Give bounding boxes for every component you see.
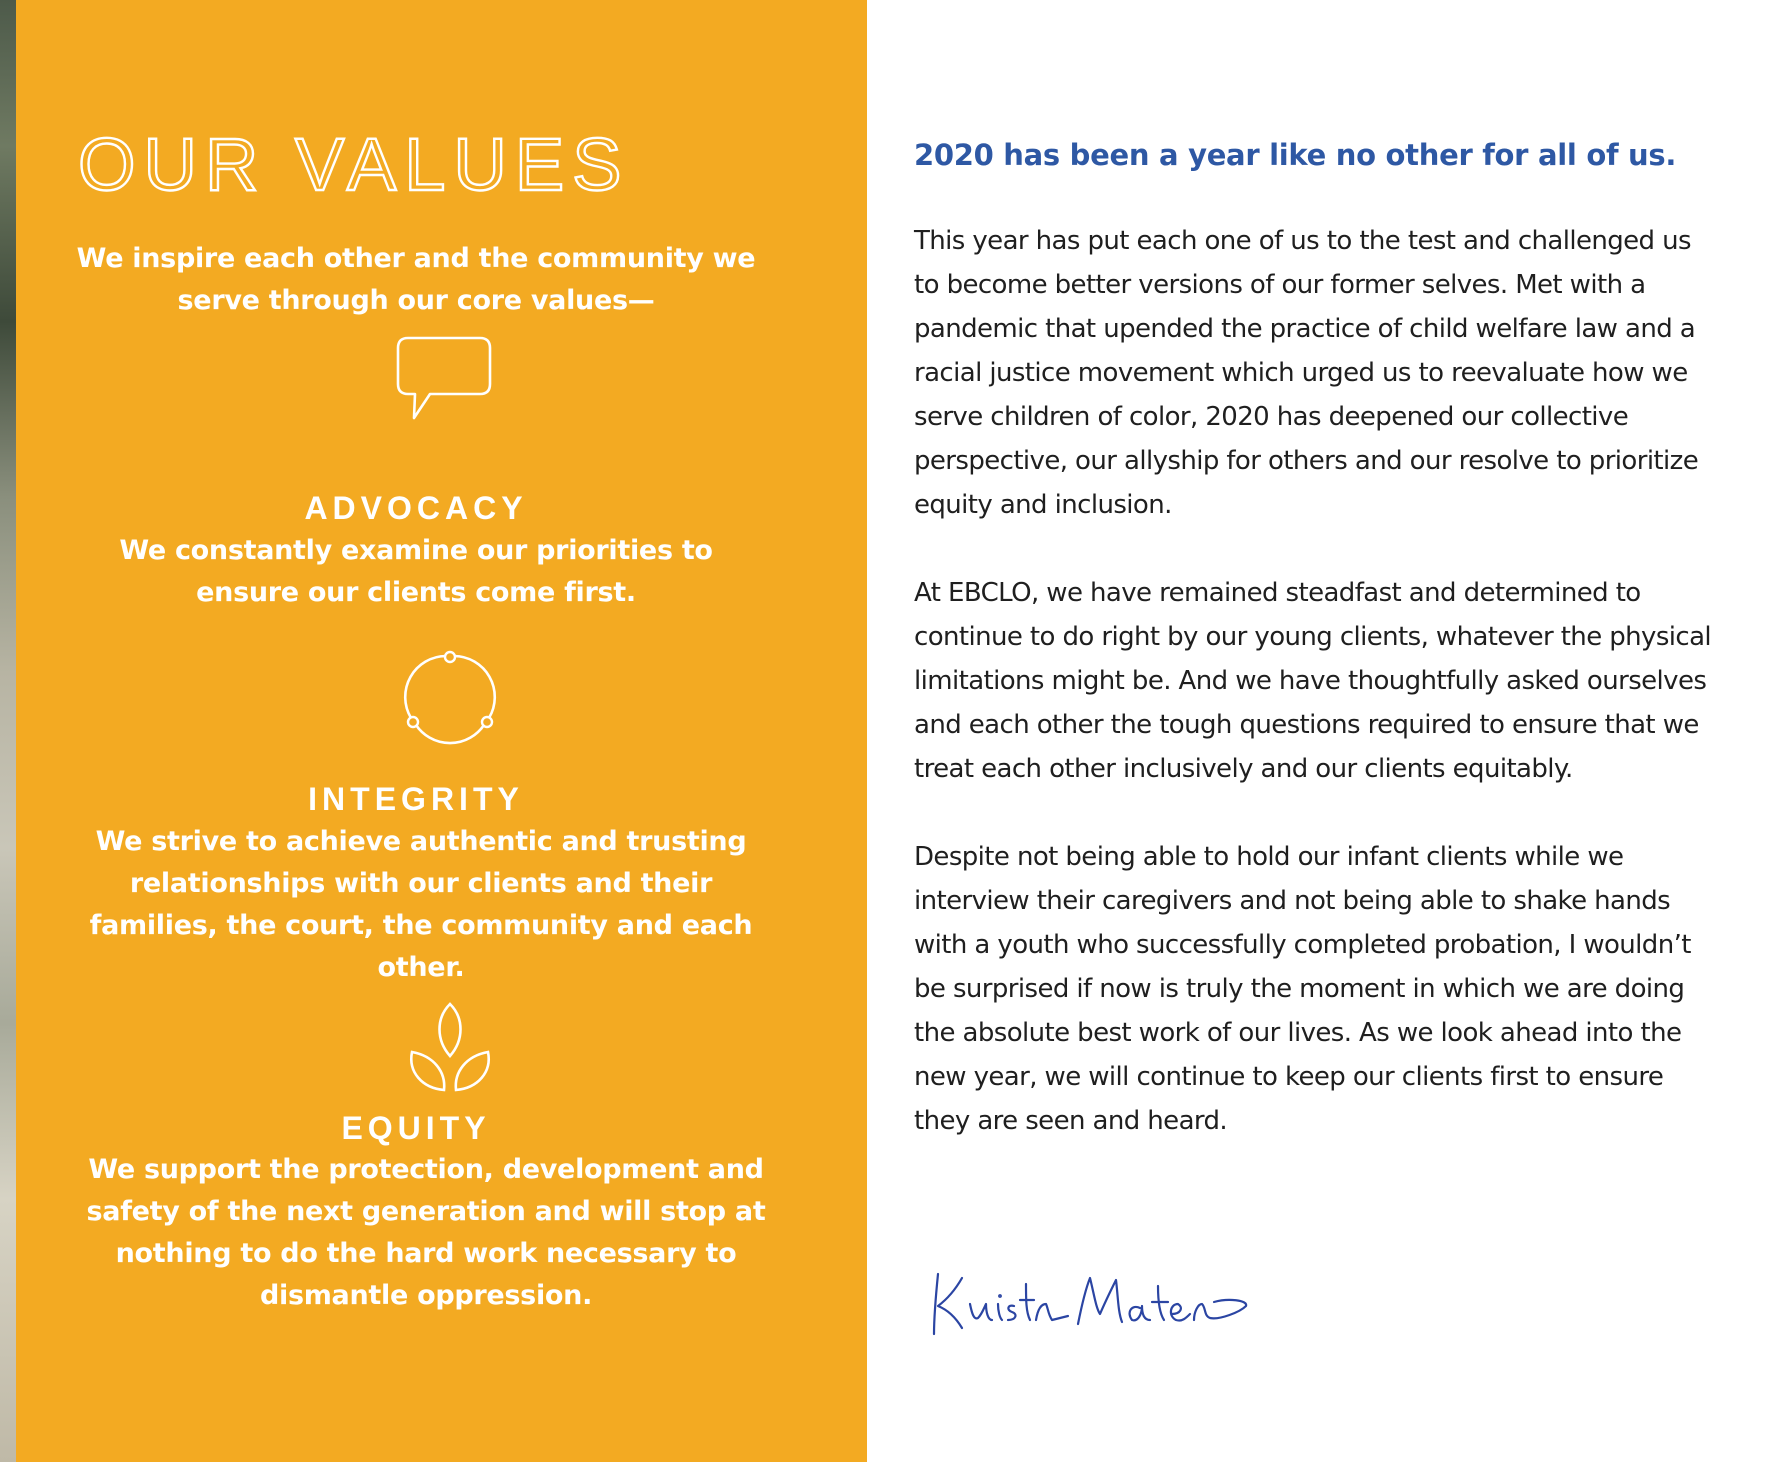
values-panel — [16, 0, 867, 1462]
signature — [928, 1264, 1258, 1344]
value-heading-advocacy: ADVOCACY — [304, 490, 528, 526]
leaves-icon — [400, 1000, 500, 1096]
value-heading-integrity: INTEGRITY — [308, 781, 524, 817]
values-title: OUR VALUES — [78, 123, 630, 206]
letter-paragraph: This year has put each one of us to the test and challenged us to become better versions of our former selves. Met with a pandemic that upended the practice of child welfare law and a racial justice movement which urged us to reevaluate how we serve children of color, 2020 has deepened our collective perspective, our allyship for others and our resolve to prioritize equity and inclusion. — [914, 225, 1699, 520]
letter — [914, 138, 1714, 1187]
value-text-equity: We support the protection, development and safety of the next generation and will stop at nothing to do the hard work necessary to dismantle oppression. — [86, 1154, 766, 1311]
letter-paragraph: Despite not being able to hold our infant clients while we interview their caregivers and not being able to shake hands with a youth who successfully completed probation, I wouldn’t be surprised if now is truly the moment in which we are doing the absolute best work of our lives. As we look ahead into the new year, we will continue to keep our clients first to ensure they are seen and heard. — [914, 841, 1691, 1136]
values-intro: We inspire each other and the community we serve through our core values— — [76, 243, 756, 316]
letter-paragraph: At EBCLO, we have remained steadfast and determined to continue to do right by our young clients, whatever the physical limitations might be. And we have thoughtfully asked ourselves and each other the tough questions required to ensure that we treat each other inclusively and our clients equitably. — [914, 577, 1712, 784]
value-text-advocacy: We constantly examine our priorities to ensure our clients come first. — [119, 535, 713, 608]
speech-bubble-icon — [394, 332, 496, 422]
background-photo-strip — [0, 0, 16, 1462]
value-text-integrity: We strive to achieve authentic and trusting relationships with our clients and their families, the court, the community and each other. — [89, 826, 753, 983]
letter-heading: 2020 has been a year like no other for all of us. — [914, 138, 1677, 172]
value-heading-equity: EQUITY — [341, 1110, 491, 1146]
circle-loop-icon — [402, 650, 498, 746]
